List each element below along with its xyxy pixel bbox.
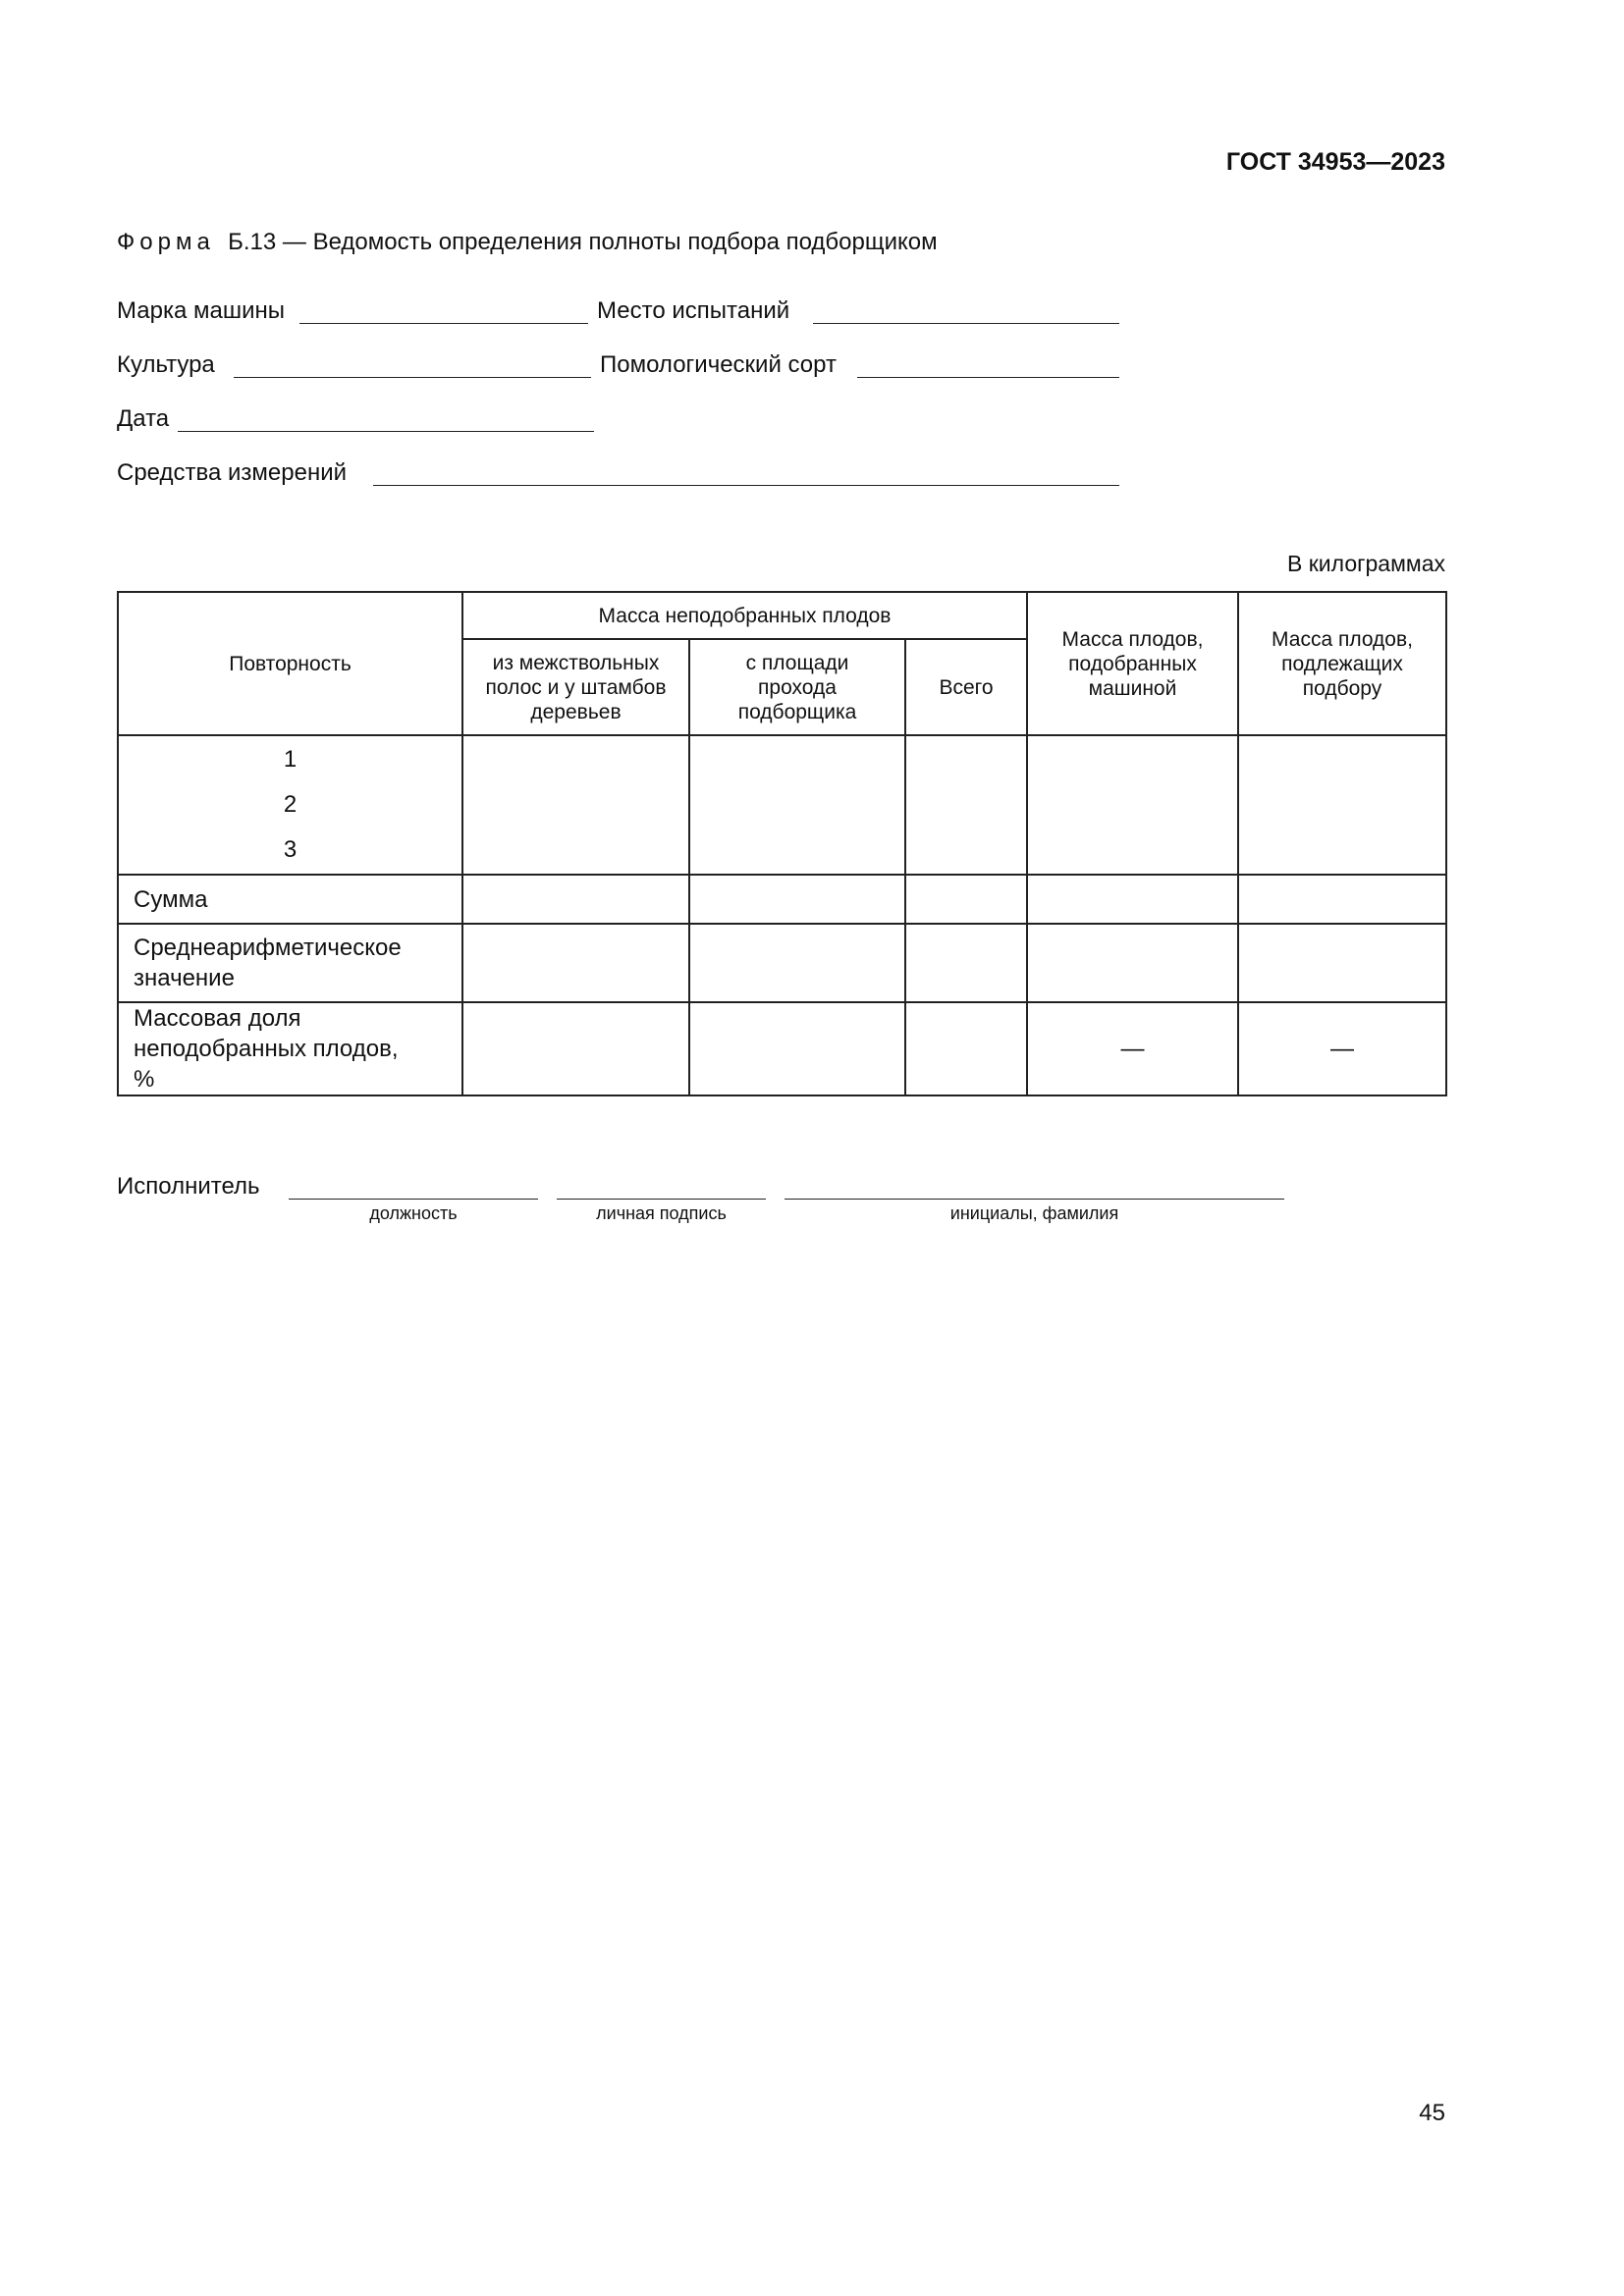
table-cell[interactable]	[1027, 735, 1238, 875]
table-cell[interactable]	[462, 924, 689, 1002]
name-blank[interactable]	[785, 1199, 1284, 1200]
repetition-3: 3	[283, 836, 298, 863]
units-note: В килограммах	[1287, 551, 1445, 576]
header-total: Всего	[905, 639, 1027, 735]
table-cell[interactable]	[1238, 735, 1446, 875]
table-cell[interactable]	[689, 1002, 905, 1095]
test-site-label: Место испытаний	[597, 297, 790, 324]
header-subject-mass-text: Масса плодов, подлежащих подбору	[1272, 627, 1413, 700]
table-cell[interactable]	[689, 875, 905, 924]
page-number: 45	[1419, 2100, 1445, 2126]
repetition-2: 2	[283, 791, 298, 818]
culture-blank[interactable]	[234, 377, 591, 378]
table-cell[interactable]	[905, 875, 1027, 924]
instruments-label: Средства измерений	[117, 459, 348, 486]
row-mean-label	[118, 924, 462, 1002]
variety-blank[interactable]	[857, 377, 1119, 378]
date-blank[interactable]	[178, 431, 594, 432]
table-cell[interactable]	[462, 1002, 689, 1095]
signature-caption: личная подпись	[596, 1203, 727, 1223]
row-share-label	[118, 1002, 462, 1095]
repetition-1: 1	[283, 746, 298, 773]
signature-blank[interactable]	[557, 1199, 766, 1200]
culture-label: Культура	[117, 351, 215, 378]
table-cell[interactable]	[905, 1002, 1027, 1095]
position-blank[interactable]	[289, 1199, 538, 1200]
header-pickup-area-text: с площади прохода подборщика	[737, 651, 857, 723]
subject-share-dash: —	[1238, 1002, 1446, 1095]
form-title-text: Б.13 — Ведомость определения полноты подбора подборщиком	[228, 229, 938, 255]
header-picked-mass-text: Масса плодов, подобранных машиной	[1061, 627, 1204, 700]
table-cell[interactable]	[462, 735, 689, 875]
table-cell[interactable]	[1027, 924, 1238, 1002]
row-mean-text: Среднеарифметическое значение	[134, 934, 402, 991]
table-cell[interactable]	[905, 924, 1027, 1002]
test-site-blank[interactable]	[813, 323, 1119, 324]
table-cell[interactable]	[905, 735, 1027, 875]
instruments-blank[interactable]	[373, 485, 1119, 486]
row-sum-label: Сумма	[118, 875, 462, 924]
table-cell[interactable]	[689, 924, 905, 1002]
row-share-text: Массовая доля неподобранных плодов, %	[134, 1005, 399, 1093]
repetitions-cell	[118, 735, 462, 875]
name-caption: инициалы, фамилия	[949, 1203, 1119, 1223]
table-cell[interactable]	[689, 735, 905, 875]
header-unpicked-mass: Масса неподобранных плодов	[462, 592, 1027, 639]
machine-brand-label: Марка машины	[117, 297, 286, 324]
picked-share-dash: —	[1027, 1002, 1238, 1095]
header-interrow	[462, 639, 689, 735]
form-title	[117, 229, 938, 256]
standard-number: ГОСТ 34953—2023	[1225, 148, 1445, 176]
position-caption: должность	[369, 1203, 458, 1223]
machine-brand-blank[interactable]	[299, 323, 588, 324]
variety-label: Помологический сорт	[600, 351, 837, 378]
executor-label: Исполнитель	[117, 1173, 260, 1200]
header-interrow-text: из межствольных полос и у штамбов деревьев	[485, 651, 667, 723]
date-label: Дата	[117, 405, 170, 432]
table-cell[interactable]	[1027, 875, 1238, 924]
table-cell[interactable]	[1238, 875, 1446, 924]
table-cell[interactable]	[1238, 924, 1446, 1002]
header-picked-mass	[1027, 592, 1238, 735]
data-table	[117, 591, 1447, 1096]
header-pickup-area	[689, 639, 905, 735]
form-title-prefix: Форма	[117, 229, 215, 255]
header-subject-mass	[1238, 592, 1446, 735]
table-cell[interactable]	[462, 875, 689, 924]
header-repetition: Повторность	[118, 592, 462, 735]
